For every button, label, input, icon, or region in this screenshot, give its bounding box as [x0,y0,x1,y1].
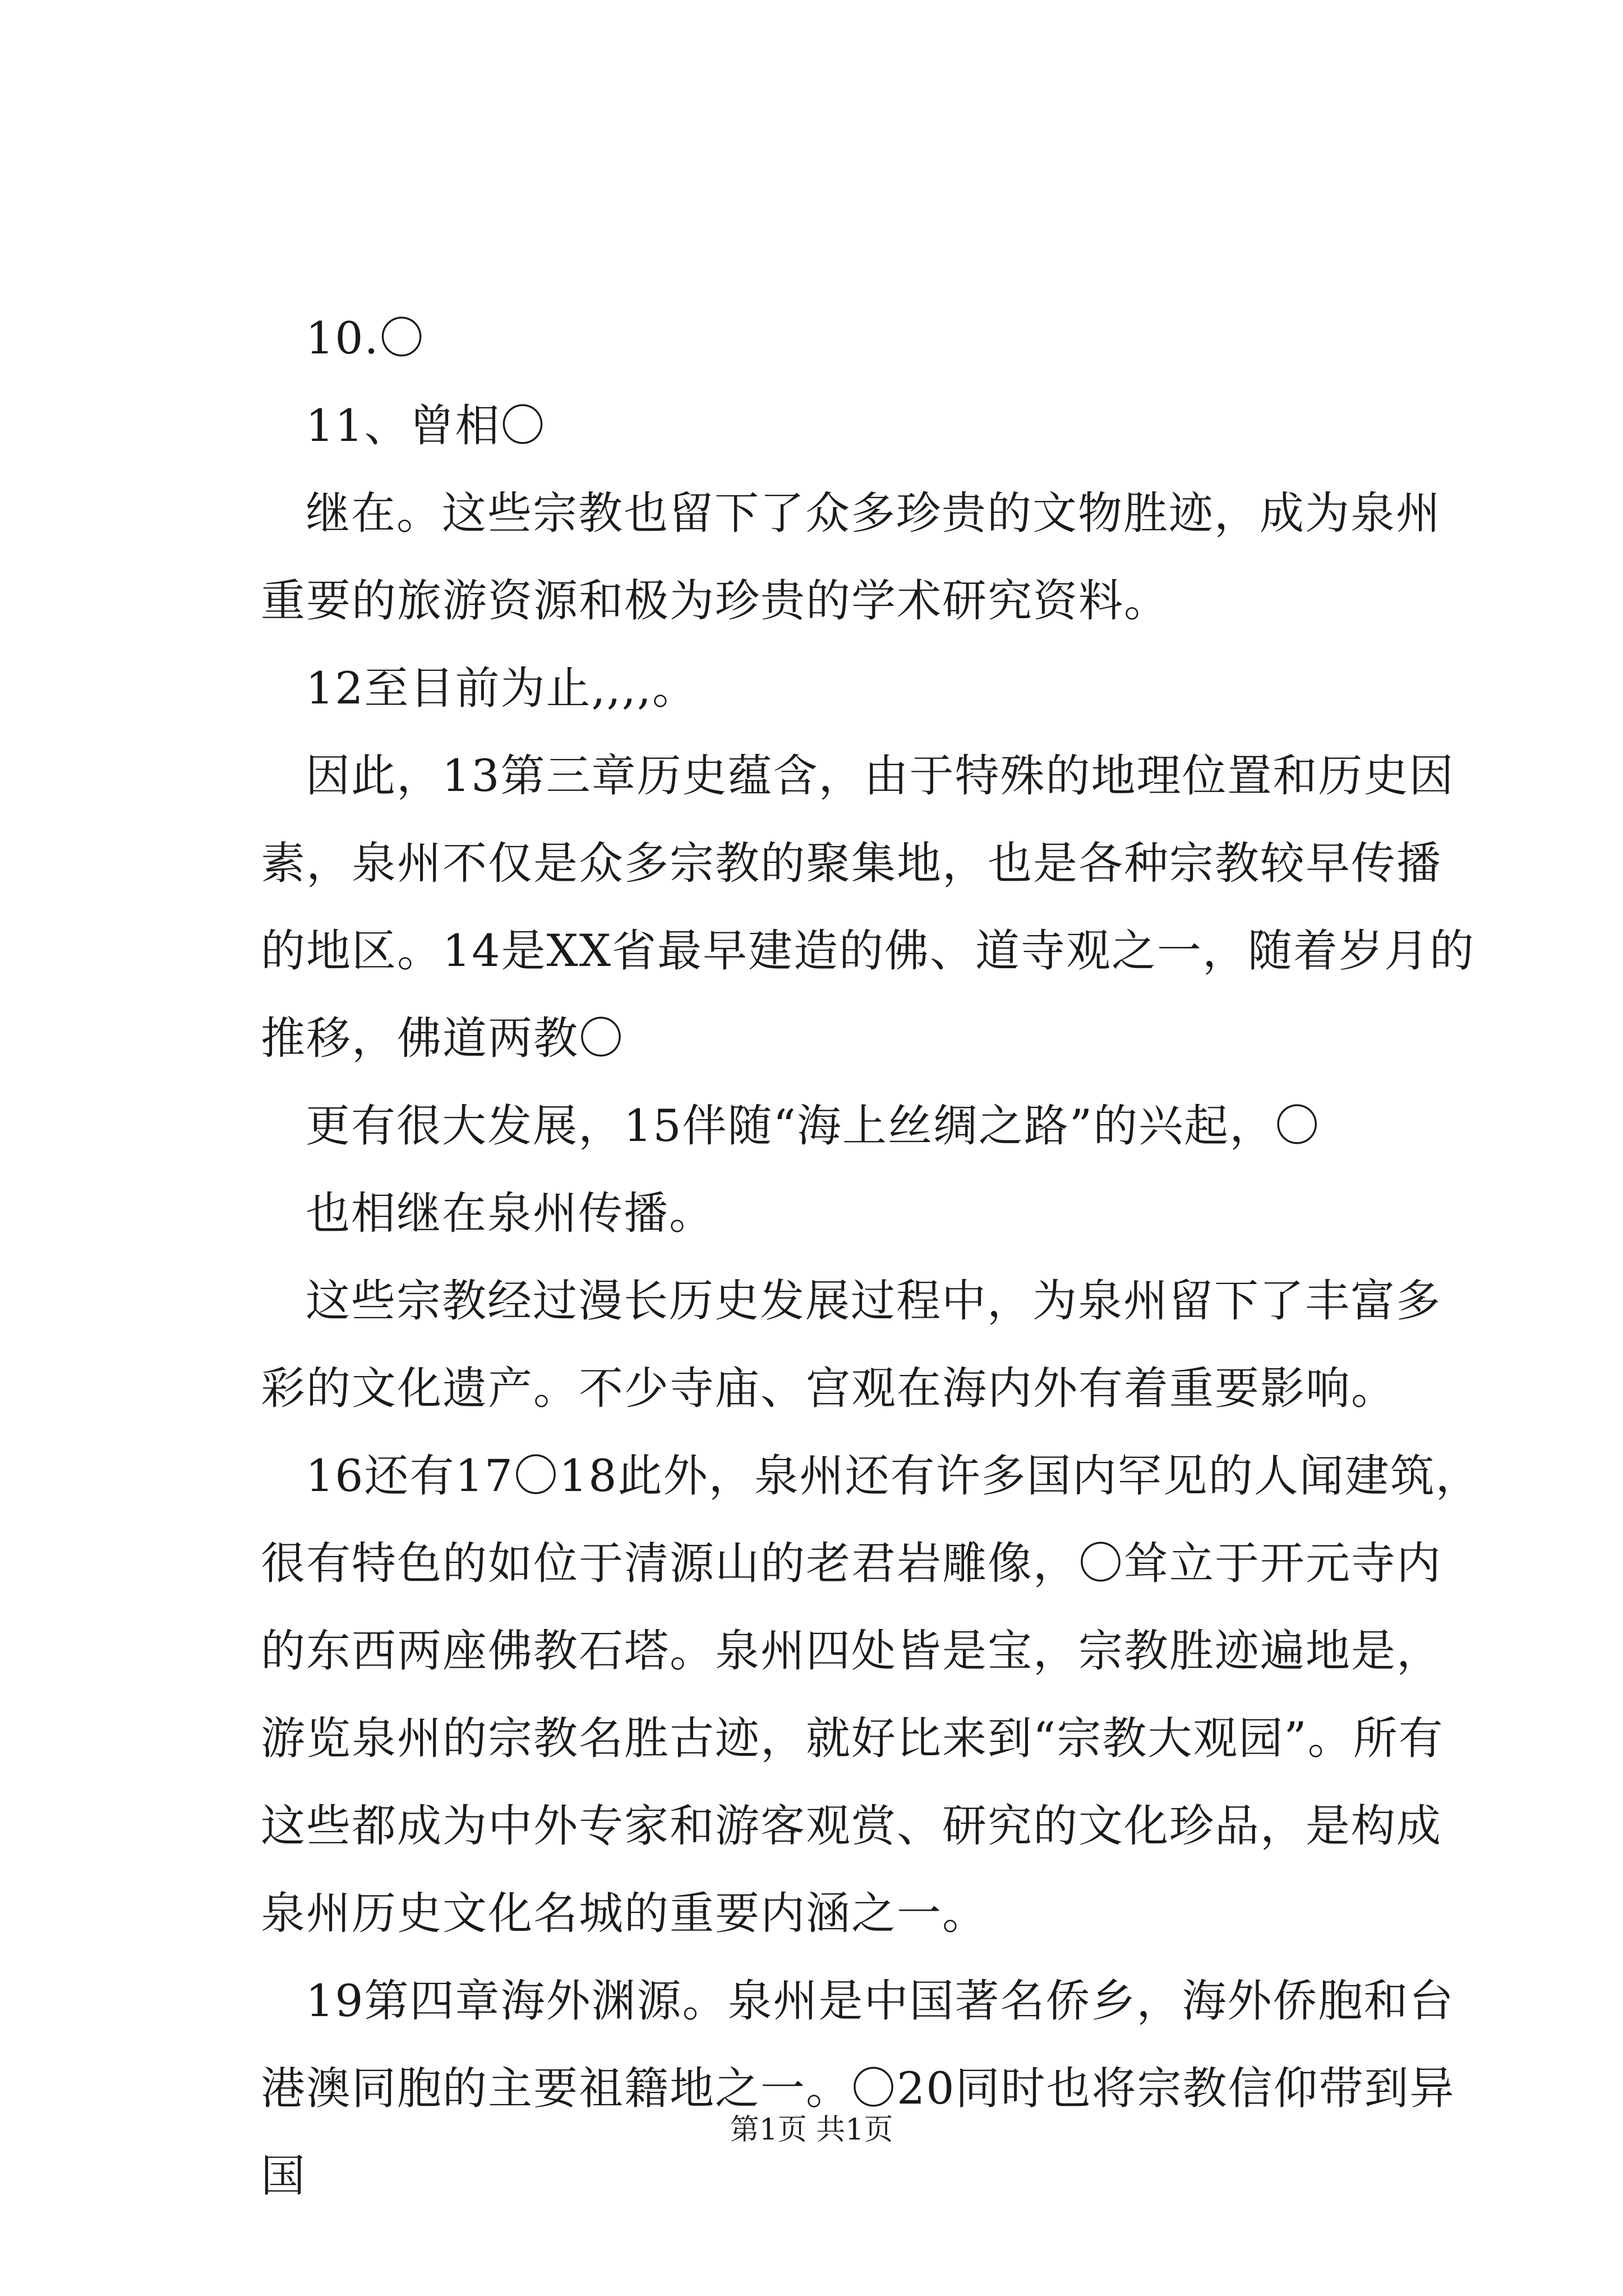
paragraph-1: 10.〇 [306,312,425,364]
paragraph-6: 更有很大发展，15伴随“海上丝绸之路”的兴起，〇 [306,1100,1321,1152]
paragraph-4: 12至目前为止,,,,。 [306,662,698,714]
paragraph-8: 这些宗教经过漫长历史发展过程中，为泉州留下了丰富多彩的文化遗产。不少寺庙、宫观在海内外有着重要影响。 [261,1275,1441,1414]
paragraph-7: 也相继在泉州传播。 [306,1188,714,1239]
paragraph-5: 因此，13第三章历史蕴含，由于特殊的地理位置和历史因素，泉州不仅是众多宗教的聚集地，也是各种宗教较早传播的地区。14是XX省最早建造的佛、道寺观之一，随着岁月的推移，佛道两教〇 [261,750,1476,1064]
paragraph-3: 继在。这些宗教也留下了众多珍贵的文物胜迹，成为泉州重要的旅游资源和极为珍贵的学术研究资料。 [261,487,1441,627]
document-body [261,295,1483,2220]
page-footer: 第1页 共1页 [730,2113,893,2147]
paragraph-2: 11、曾相〇 [306,400,546,452]
paragraph-9: 16还有17〇18此外，泉州还有许多国内罕见的人闻建筑，很有特色的如位于清源山的老君岩雕像，〇耸立于开元寺内的东西两座佛教石塔。泉州四处皆是宝，宗教胜迹遍地是，游览泉州的宗教名胜古迹，就好比来到“宗教大观园”。所有这些都成为中外专家和游客观赏、研究的文化珍品，是构成泉州历史文化名城的重要内涵之一。 [261,1450,1481,1939]
paragraph-10: 19第四章海外渊源。泉州是中国著名侨乡，海外侨胞和台港澳同胞的主要祖籍地之一。〇20同时也将宗教信仰带到异国 [261,1975,1455,2202]
